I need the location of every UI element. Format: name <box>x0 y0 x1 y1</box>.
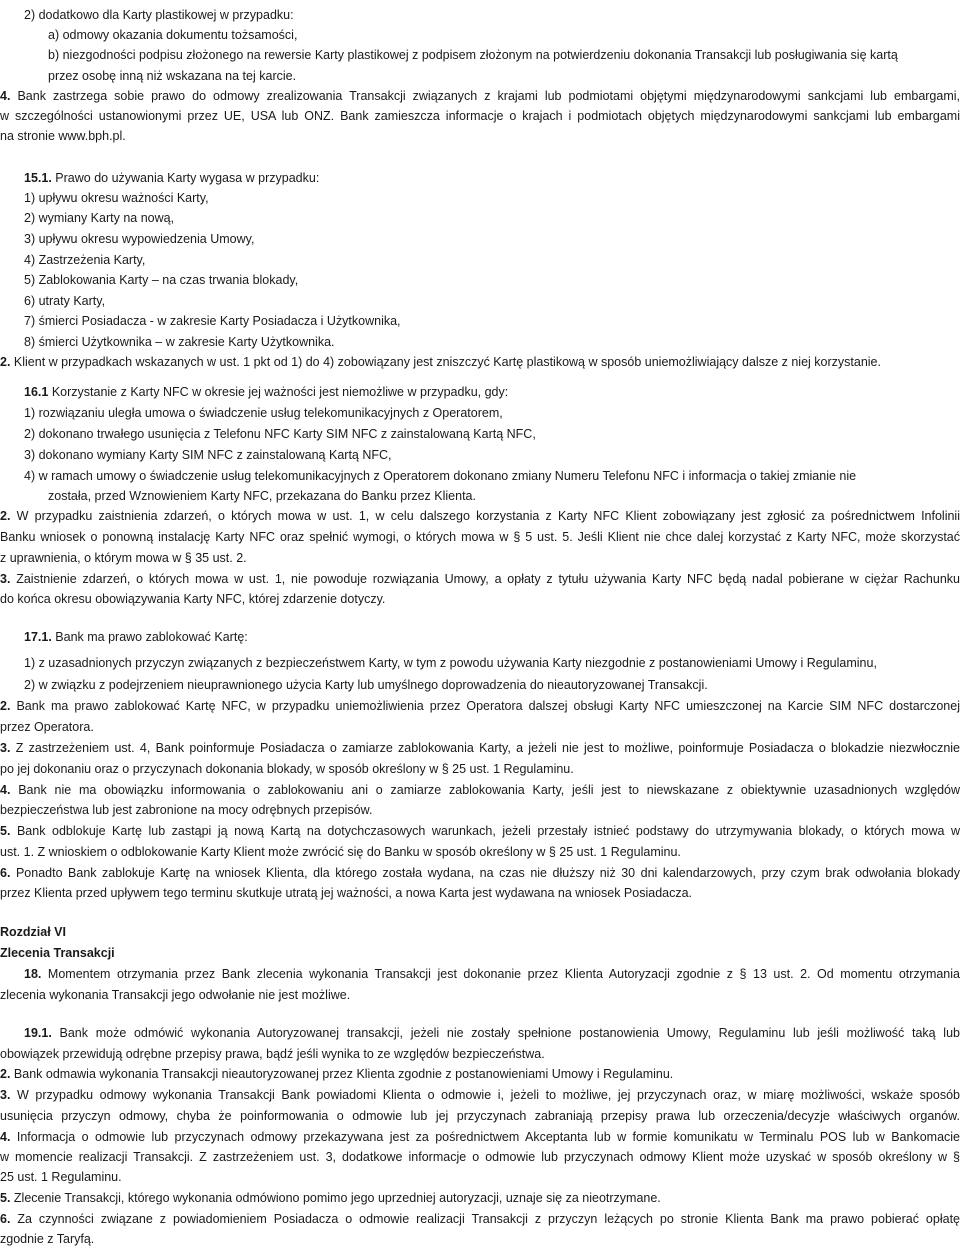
text-line <box>0 883 960 903</box>
text-line <box>0 1147 960 1167</box>
text-line <box>0 352 960 372</box>
text-line <box>24 229 960 249</box>
line-text: Zaistnienie zdarzeń, o których mowa w ust. 1, nie powoduje rozwiązania Umowy, a opłaty z tytułu używania Karty NFC będą nadal pobierane w ciężar Rachunku <box>10 572 960 586</box>
line-text: na stronie www.bph.pl. <box>0 129 126 143</box>
line-text: Bank odblokuje Kartę lub zastąpi ją nową Kartą na dotychczasowych warunkach, jeżeli przestały istnieć podstawy do utrzymywania blokady, o których mowa w <box>10 824 960 838</box>
line-text: Rozdział VI <box>0 925 66 939</box>
line-text: Bank ma prawo zablokować Kartę NFC, w przypadku uniemożliwienia przez Operatora dalszej obsługi Karty NFC umieszczonej na Karcie SIM NFC dostarczonej <box>10 699 960 713</box>
line-text: usunięcia przyczyn odmowy, chyba że poinformowania o odmowie lub jej przyczynach zabraniają przepisy prawa lub orzeczenia/decyzje właściwych organów. <box>0 1109 960 1123</box>
clause-number: 3. <box>0 741 11 755</box>
line-text: 5) Zablokowania Karty – na czas trwania blokady, <box>24 273 299 287</box>
text-line <box>0 780 960 800</box>
clause-number: 5. <box>0 824 11 838</box>
text-line <box>0 759 960 779</box>
text-line <box>0 1209 960 1229</box>
text-line <box>48 66 960 86</box>
line-text: Z zastrzeżeniem ust. 4, Bank poinformuje Posiadacza o zamiarze zablokowania Karty, a jeżeli nie jest to możliwe, poinformuje Posiadacza o blokadzie niezwłocznie <box>10 741 960 755</box>
clause-number: 2. <box>0 699 11 713</box>
line-text: W przypadku zaistnienia zdarzeń, o których mowa w ust. 1, w celu dalszego korzystania z Karty NFC Klient zobowiązany jest zgłosić za pośrednictwem Infolinii <box>10 509 960 523</box>
section-heading <box>0 922 960 942</box>
line-text: Bank może odmówić wykonania Autoryzowanej transakcji, jeżeli nie zostały spełnione postanowienia Umowy, Regulaminu lub jeśli możliwość taką lub <box>51 1026 960 1040</box>
clause-number: 16.1 <box>24 385 49 399</box>
line-text: Momentem otrzymania przez Bank zlecenia wykonania Transakcji jest dokonanie przez Klienta Autoryzacji zgodnie z § 13 ust. 2. Od momentu otrzymania <box>41 967 960 981</box>
line-text: 4) w ramach umowy o świadczenie usług telekomunikacyjnych z Operatorem dokonano zmiany Numeru Telefonu NFC i informacja o takiej zmianie nie <box>24 469 857 483</box>
text-line <box>0 821 960 841</box>
text-line <box>0 1106 960 1126</box>
clause-number: 2. <box>0 355 11 369</box>
text-line <box>0 842 960 862</box>
line-text: b) niezgodności podpisu złożonego na rewersie Karty plastikowej z podpisem złożonym na potwierdzeniu dokonania Transakcji lub posługiwania się kartą <box>48 48 898 62</box>
clause-number: 4. <box>0 1130 11 1144</box>
text-line <box>0 1188 960 1208</box>
text-line <box>24 382 960 402</box>
text-line <box>48 45 960 65</box>
text-line <box>24 250 960 270</box>
text-line <box>0 985 960 1005</box>
text-line <box>0 1167 960 1187</box>
clause-number: 2. <box>0 1067 11 1081</box>
line-text: 25 ust. 1 Regulaminu. <box>0 1170 122 1184</box>
text-line <box>0 126 960 146</box>
line-text: 2) dokonano trwałego usunięcia z Telefonu NFC Karty SIM NFC z zainstalowaną Kartą NFC, <box>24 427 536 441</box>
line-text: Informacja o odmowie lub przyczynach odmowy przekazywana jest za pośrednictwem Akceptanta lub w formie komunikatu w Terminalu POS lub w Bankomacie <box>10 1130 960 1144</box>
text-line <box>0 86 960 106</box>
clause-number: 4. <box>0 89 11 103</box>
line-text: 7) śmierci Posiadacza - w zakresie Karty Posiadacza i Użytkownika, <box>24 314 401 328</box>
line-text: Klient w przypadkach wskazanych w ust. 1 pkt od 1) do 4) zobowiązany jest zniszczyć Kartę plastikową w sposób uniemożliwiający dalsze z niej korzystanie. <box>10 355 881 369</box>
clause-number: 19.1. <box>24 1026 52 1040</box>
line-text: w momencie realizacji Transakcji. Z zastrzeżeniem ust. 3, dodatkowe informacje o odmowie lub przyczynach odmowy Klient może uzyskać w sposób określony w § <box>0 1150 960 1164</box>
text-line <box>0 506 960 526</box>
line-text: 6) utraty Karty, <box>24 294 106 308</box>
line-text: Za czynności związane z powiadomieniem Posiadacza o odmowie realizacji Transakcji z przyczyn leżących po stronie Klienta Bank ma prawo pobierać opłatę <box>10 1212 960 1226</box>
text-line <box>24 270 960 290</box>
text-line <box>0 863 960 883</box>
text-line <box>0 1044 960 1064</box>
line-text: bezpieczeństwa lub jest zabronione na mocy odrębnych przepisów. <box>0 803 373 817</box>
line-text: 1) z uzasadnionych przyczyn związanych z bezpieczeństwem Karty, w tym z powodu używania Karty niezgodnie z postanowieniami Umowy i Regulaminu, <box>24 656 877 670</box>
line-text: 2) dodatkowo dla Karty plastikowej w przypadku: <box>24 8 294 22</box>
line-text: a) odmowy okazania dokumentu tożsamości, <box>48 28 298 42</box>
clause-number: 3. <box>0 1088 11 1102</box>
line-text: Bank zastrzega sobie prawo do odmowy zrealizowania Transakcji związanych z krajami lub podmiotami objętymi międzynarodowymi sankcjami lub embargami, <box>10 89 960 103</box>
line-text: zgodnie z Taryfą. <box>0 1232 95 1246</box>
line-text: do końca okresu obowiązywania Karty NFC, której zdarzenie dotyczy. <box>0 592 386 606</box>
line-text: ust. 1. Z wnioskiem o odblokowanie Karty Klient może zwrócić się do Banku w sposób określony w § 25 ust. 1 Regulaminu. <box>0 845 681 859</box>
line-text: Ponadto Bank zablokuje Kartę na wniosek Klienta, dla którego została wydana, na czas nie dłuższy niż 30 dni kalendarzowych, przy czym brak odwołania blokady <box>10 866 960 880</box>
line-text: 1) rozwiązaniu uległa umowa o świadczenie usług telekomunikacyjnych z Operatorem, <box>24 406 503 420</box>
clause-number: 17.1. <box>24 630 52 644</box>
line-text: 3) dokonano wymiany Karty SIM NFC z zainstalowaną Kartą NFC, <box>24 448 392 462</box>
text-line <box>0 1064 960 1084</box>
text-line <box>0 569 960 589</box>
text-line <box>24 964 960 984</box>
line-text: Zlecenie Transakcji, którego wykonania odmówiono pomimo jego uprzedniej autoryzacji, uznaje się za nieotrzymane. <box>10 1191 661 1205</box>
line-text: 3) upływu okresu wypowiedzenia Umowy, <box>24 232 255 246</box>
line-text: przez Operatora. <box>0 720 94 734</box>
line-text: Zlecenia Transakcji <box>0 946 115 960</box>
line-text: została, przed Wznowieniem Karty NFC, przekazana do Banku przez Klienta. <box>48 489 476 503</box>
line-text: Bank ma prawo zablokować Kartę: <box>51 630 248 644</box>
text-line <box>24 208 960 228</box>
text-line <box>24 311 960 331</box>
line-text: przez Klienta przed upływem tego terminu skutkuje utratą jej ważności, a nowa Karta jest wydawana na wniosek Posiadacza. <box>0 886 693 900</box>
text-line <box>24 403 960 423</box>
text-line <box>24 675 960 695</box>
text-line <box>0 1229 960 1249</box>
line-text: Banku wniosek o ponowną instalację Karty NFC oraz spełnić wymogi, o których mowa w § 5 ust. 5. Jeśli Klient nie chce dalej korzystać z Karty NFC, może skorzystać <box>0 530 960 544</box>
line-text: 2) wymiany Karty na nową, <box>24 211 175 225</box>
clause-number: 2. <box>0 509 11 523</box>
text-line <box>24 627 960 647</box>
text-line <box>0 800 960 820</box>
text-line <box>24 1023 960 1043</box>
line-text: 8) śmierci Użytkownika – w zakresie Karty Użytkownika. <box>24 335 335 349</box>
line-text: zlecenia wykonania Transakcji jego odwołanie nie jest możliwe. <box>0 988 351 1002</box>
line-text: Bank nie ma obowiązku informowania o zablokowaniu ani o zamiarze zablokowania Karty, jeśli jest to niewskazane z obiektywnie uzasadnionych względów <box>10 783 960 797</box>
text-line <box>24 168 960 188</box>
text-line <box>24 466 960 486</box>
line-text: obowiązek przewidują odrębne przepisy prawa, bądź jeśli wynika to ze względów bezpieczeństwa. <box>0 1047 545 1061</box>
text-line <box>24 424 960 444</box>
line-text: z uprawnienia, o którym mowa w § 35 ust. 2. <box>0 551 247 565</box>
clause-number: 3. <box>0 572 11 586</box>
text-line <box>24 653 960 673</box>
text-line <box>48 486 960 506</box>
text-line <box>0 738 960 758</box>
clause-number: 18. <box>24 967 42 981</box>
text-line <box>24 291 960 311</box>
line-text: w szczególności ustanowionymi przez UE, USA lub ONZ. Bank zamieszcza informacje o krajach i podmiotach objętych międzynarodowymi sankcjami lub embargami <box>0 109 960 123</box>
line-text: przez osobę inną niż wskazana na tej karcie. <box>48 69 297 83</box>
text-line <box>0 1127 960 1147</box>
text-line <box>0 696 960 716</box>
text-line <box>0 1085 960 1105</box>
line-text: 2) w związku z podejrzeniem nieuprawnionego użycia Karty lub umyślnego doprowadzenia do nieautoryzowanej Transakcji. <box>24 678 708 692</box>
text-line <box>0 527 960 547</box>
text-line <box>24 188 960 208</box>
text-line <box>0 589 960 609</box>
text-line <box>24 332 960 352</box>
line-text: 4) Zastrzeżenia Karty, <box>24 253 146 267</box>
text-line <box>48 25 960 45</box>
line-text: W przypadku odmowy wykonania Transakcji Bank powiadomi Klienta o odmowie i, jeżeli to możliwe, jej przyczynach oraz, w miarę możliwości, wskaże sposób <box>10 1088 960 1102</box>
line-text: po jej dokonaniu oraz o przyczynach dokonania blokady, w sposób określony w § 25 ust. 1 Regulaminu. <box>0 762 574 776</box>
text-line <box>24 5 960 25</box>
line-text: 1) upływu okresu ważności Karty, <box>24 191 209 205</box>
text-line <box>0 548 960 568</box>
line-text: Bank odmawia wykonania Transakcji nieautoryzowanej przez Klienta zgodnie z postanowieniami Umowy i Regulaminu. <box>10 1067 674 1081</box>
text-line <box>24 445 960 465</box>
line-text: Korzystanie z Karty NFC w okresie jej ważności jest niemożliwe w przypadku, gdy: <box>48 385 509 399</box>
clause-number: 6. <box>0 1212 11 1226</box>
line-text: Prawo do używania Karty wygasa w przypadku: <box>51 171 320 185</box>
section-heading <box>0 943 960 963</box>
text-line <box>0 106 960 126</box>
clause-number: 15.1. <box>24 171 52 185</box>
text-line <box>0 717 960 737</box>
clause-number: 4. <box>0 783 11 797</box>
clause-number: 6. <box>0 866 11 880</box>
clause-number: 5. <box>0 1191 11 1205</box>
